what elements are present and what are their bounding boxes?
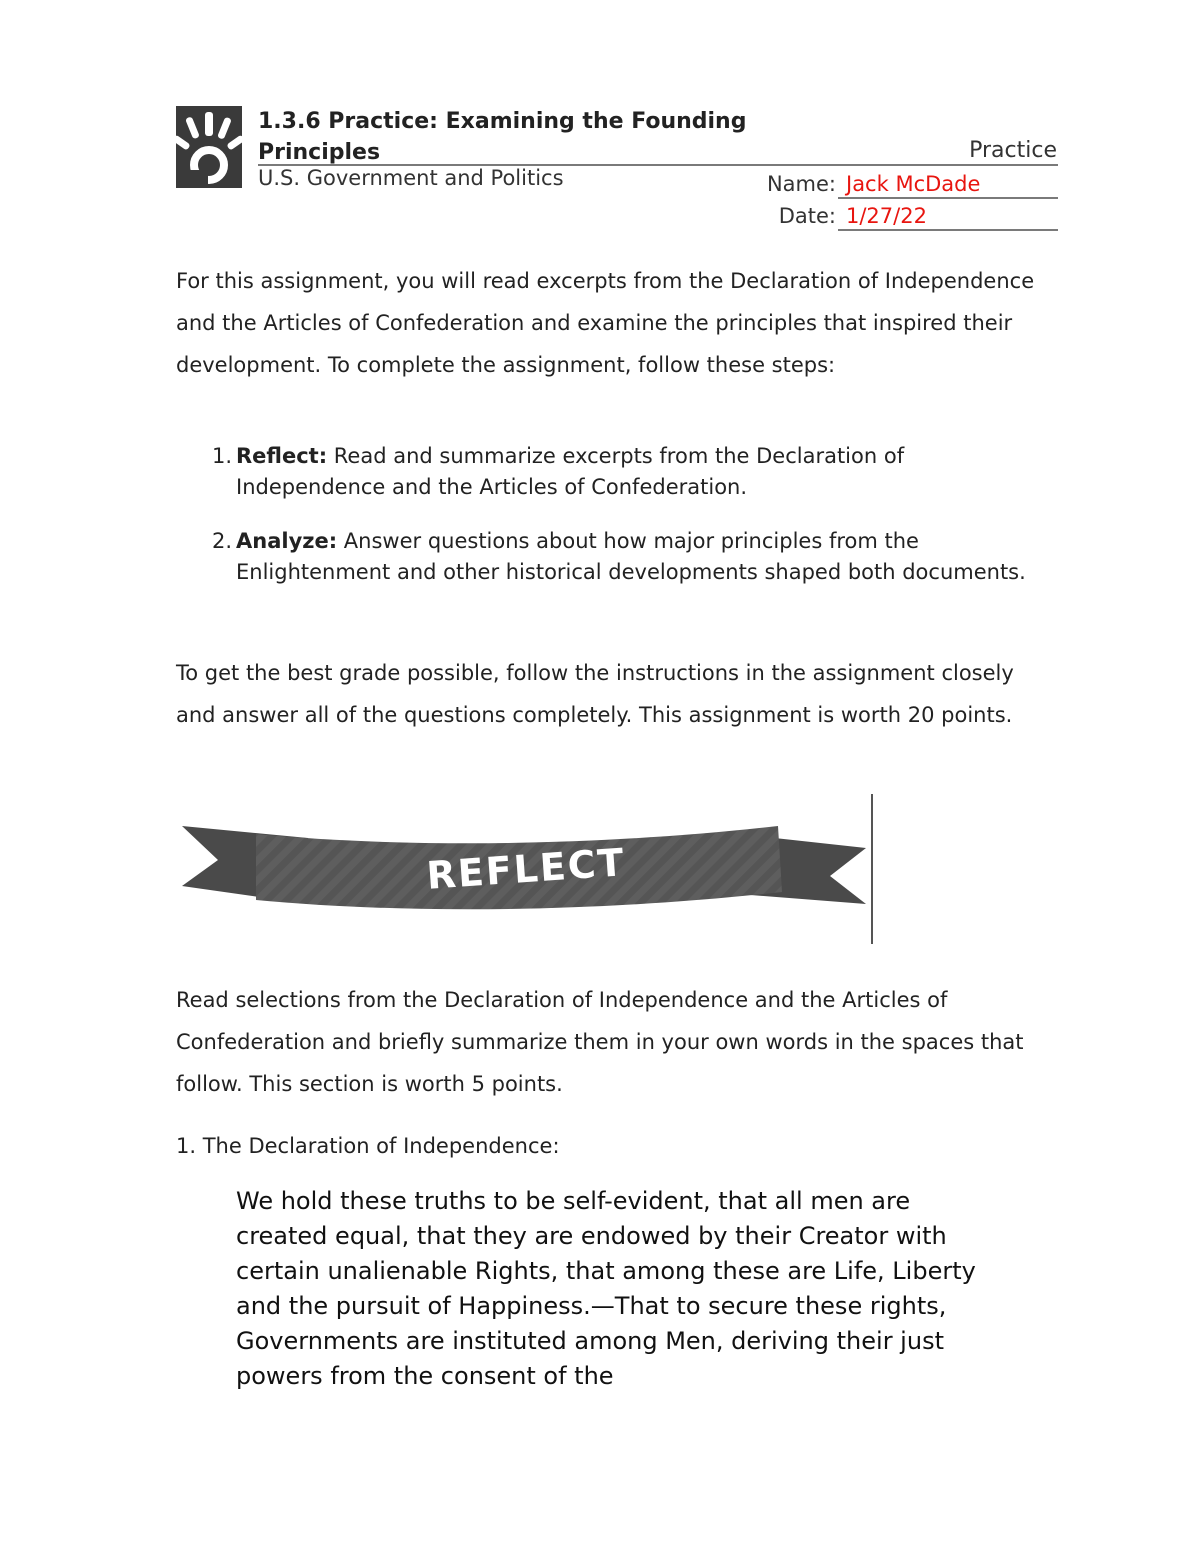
step-text: Read and summarize excerpts from the Declaration of Independence and the Articles of Confederation. (236, 444, 905, 499)
course-name: U.S. Government and Politics (258, 166, 564, 190)
step-number: 1. (212, 444, 233, 468)
name-field-row (736, 168, 1058, 200)
page-title: 1.3.6 Practice: Examining the Founding Principles (258, 109, 747, 165)
item-heading: 1. The Declaration of Independence: (176, 1134, 560, 1158)
practice-label: Practice (969, 138, 1057, 163)
date-field[interactable]: 1/27/22 (838, 200, 1058, 231)
course-logo-icon (176, 106, 242, 188)
step-label: Analyze: (236, 529, 338, 553)
reflect-instructions: Read selections from the Declaration of Independence and the Articles of Confederation and briefly summarize them in your own words in the spaces that follow. This section is worth 5 points. (176, 988, 1024, 1096)
reflect-banner (178, 816, 870, 916)
steps-list (176, 441, 1056, 588)
name-field[interactable]: Jack McDade (838, 168, 1058, 199)
grading-paragraph: To get the best grade possible, follow the instructions in the assignment closely and answer all of the questions completely. This assignment is worth 20 points. (176, 661, 1014, 727)
name-label: Name: (766, 172, 836, 196)
intro-paragraph: For this assignment, you will read excerpts from the Declaration of Independence and the Articles of Confederation and examine the principles that inspired their development. To complete the assignment, follow these steps: (176, 269, 1035, 377)
step-text: Answer questions about how major principles from the Enlightenment and other historical developments shaped both documents. (236, 529, 1026, 584)
date-field-row (736, 200, 1058, 232)
banner-label: REFLECT (425, 840, 627, 898)
step-label: Reflect: (236, 444, 328, 468)
declaration-excerpt: We hold these truths to be self-evident, that all men are created equal, that they are endowed by their Creator with certain unalienable Rights, that among these are Life, Liberty and the pursuit of Happiness.—That to secure these rights, Governments are instituted among Men, deriving their just powers from the consent of the (236, 1187, 976, 1390)
step-number: 2. (212, 529, 233, 553)
list-item (176, 441, 1056, 503)
list-item (176, 526, 1056, 588)
divider (871, 794, 873, 944)
date-label: Date: (778, 204, 836, 228)
